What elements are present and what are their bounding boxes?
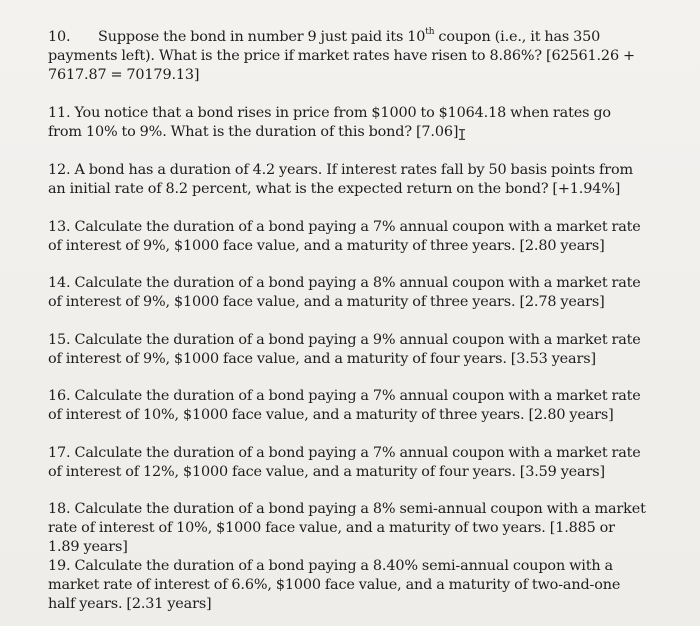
problem-12: 12. A bond has a duration of 4.2 years. If interest rates fall by 50 basis points from an initial rate of 8.2 percent, what is the expected return on the bond? [+1.94%] (48, 162, 633, 197)
problem-15: 15. Calculate the duration of a bond paying a 9% annual coupon with a market rate of interest of 9%, $1000 face value, and a maturity of four years. [3.53 years] (48, 332, 641, 367)
problem-14: 14. Calculate the duration of a bond paying a 8% annual coupon with a market rate of interest of 9%, $1000 face value, and a maturity of three years. [2.78 years] (48, 275, 641, 310)
text-cursor-icon: I (457, 126, 467, 144)
problem-16: 16. Calculate the duration of a bond paying a 7% annual coupon with a market rate of interest of 10%, $1000 face value, and a maturity of three years. [2.80 years] (48, 388, 641, 423)
problem-11: 11. You notice that a bond rises in price from $1000 to $1064.18 when rates go from 10% to 9%. What is the duration of this bond? [7.06] (48, 105, 611, 140)
problem-18: 18. Calculate the duration of a bond paying a 8% semi-annual coupon with a market rate of interest of 10%, $1000 face value, and a maturity of two years. [1.885 or 1.89 years] (48, 501, 646, 555)
problem-10-superscript: th (425, 27, 435, 38)
problem-10-number: 10. (48, 29, 71, 45)
problem-17: 17. Calculate the duration of a bond paying a 7% annual coupon with a market rate of interest of 12%, $1000 face value, and a maturity of four years. [3.59 years] (48, 445, 641, 480)
problem-19: 19. Calculate the duration of a bond paying a 8.40% semi-annual coupon with a market rate of interest of 6.6%, $1000 face value, and a maturity of two-and-one half years. [2.31 years] (48, 558, 621, 612)
problem-10 (48, 28, 648, 85)
problem-10-text-b: coupon (i.e., it has 350 payments left). What is the price if market rates have risen to 8.86%? [62561.26 + 7617.87 = 70179.13] (48, 29, 635, 83)
problem-10-text-a: Suppose the bond in number 9 just paid its 10 (98, 29, 426, 45)
problem-13: 13. Calculate the duration of a bond paying a 7% annual coupon with a market rate of interest of 9%, $1000 face value, and a maturity of three years. [2.80 years] (48, 219, 641, 254)
